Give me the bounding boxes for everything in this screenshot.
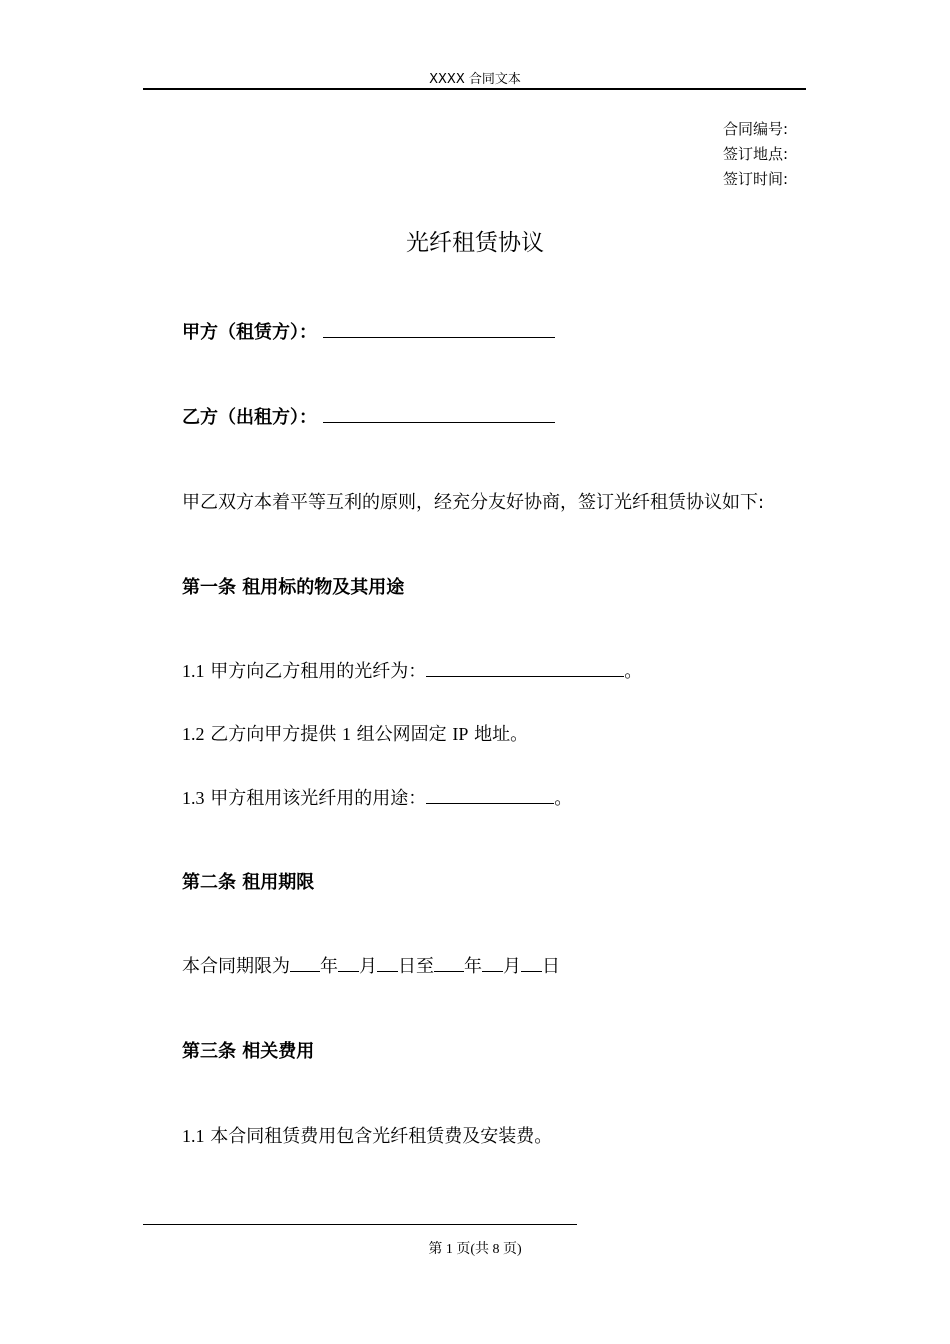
item-number: 1.1 <box>182 661 205 681</box>
footer-divider <box>143 1224 577 1225</box>
document-title: 光纤租赁协议 <box>406 230 544 256</box>
year-label: 年 <box>320 956 338 977</box>
item-text: 甲方向乙方租用的光纤为： <box>204 661 427 682</box>
sign-time-label: 签订时间: <box>723 170 789 188</box>
article-1-heading: 第一条 租用标的物及其用途 <box>182 577 405 598</box>
article-3-heading: 第三条 相关费用 <box>182 1041 315 1062</box>
fiber-blank <box>426 658 624 677</box>
month-label: 月 <box>359 956 377 977</box>
item-text: 组公网固定 <box>350 724 453 745</box>
end-month-blank <box>482 953 503 972</box>
article-2-heading: 第二条 租用期限 <box>182 872 315 893</box>
article-2-term <box>182 952 560 978</box>
day-label: 日 <box>542 956 560 977</box>
month-label: 月 <box>503 956 521 977</box>
purpose-blank <box>426 785 554 804</box>
start-month-blank <box>338 953 359 972</box>
header-divider <box>143 88 806 90</box>
sign-place-label: 签订地点: <box>723 145 789 163</box>
article-1-item-2 <box>182 720 528 746</box>
item-number: 1.1 <box>182 1126 205 1146</box>
contract-number-label: 合同编号: <box>723 120 789 138</box>
item-number: 1.3 <box>182 788 205 808</box>
item-text: 甲方租用该光纤用的用途： <box>204 788 427 809</box>
start-year-blank <box>290 953 320 972</box>
inline-number: 1 <box>341 724 351 744</box>
item-text: 本合同租赁费用包含光纤租赁费及安装费。 <box>204 1126 553 1147</box>
party-b-label: 乙方（出租方）： <box>182 407 317 428</box>
term-text: 本合同期限为 <box>182 956 290 977</box>
item-end: 。 <box>624 661 643 682</box>
article-1-item-3 <box>182 784 572 810</box>
ip-text: IP <box>452 724 469 744</box>
item-end: 。 <box>554 788 573 809</box>
end-year-blank <box>434 953 464 972</box>
year-label: 年 <box>464 956 482 977</box>
party-b-line <box>182 403 555 429</box>
day-to-label: 日至 <box>398 956 434 977</box>
party-a-line <box>182 318 555 344</box>
intro-paragraph: 甲乙双方本着平等互利的原则，经充分友好协商，签订光纤租赁协议如下: <box>182 492 765 513</box>
end-day-blank <box>521 953 542 972</box>
item-text: 地址。 <box>468 724 529 745</box>
page-number: 第 1 页(共 8 页) <box>428 1242 522 1257</box>
party-a-blank <box>323 319 555 338</box>
start-day-blank <box>377 953 398 972</box>
article-3-item-1 <box>182 1122 552 1148</box>
page-header: XXXX 合同文本 <box>429 72 521 87</box>
item-number: 1.2 <box>182 724 205 744</box>
article-1-item-1 <box>182 657 642 683</box>
item-text: 乙方向甲方提供 <box>204 724 342 745</box>
party-a-label: 甲方（租赁方）： <box>182 322 317 343</box>
party-b-blank <box>323 404 555 423</box>
